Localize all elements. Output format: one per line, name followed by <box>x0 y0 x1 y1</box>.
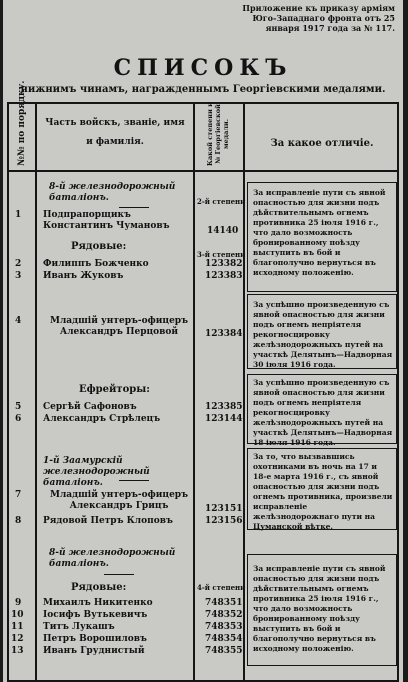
medal-number: 748351 <box>205 598 243 608</box>
row-number: 12 <box>11 634 24 644</box>
header-note: Приложение къ приказу армiям Юго-Западнаго фронта отъ 25 января 1917 года за № 117. <box>242 3 395 33</box>
row-name: Титъ Лукашъ <box>43 622 115 632</box>
row-name: Сергѣй Сафоновъ <box>43 402 137 412</box>
medal-number: 748355 <box>205 646 243 656</box>
row-number: 10 <box>11 610 24 620</box>
row-name: Iосифъ Вутькевичъ <box>43 610 148 620</box>
remark-text: За исправленiе пути съ явной опасностью для жизни подъ дѣйствительнымъ огнемъ противника 25 iюля 1916 г., что дало возможность бронированному поѣзду выступить въ бой и благополучно вернуться въ исходному положенiю. <box>253 188 386 277</box>
divider <box>119 480 149 481</box>
medal-number: 123384 <box>205 329 243 339</box>
row-name: Младшiй унтеръ-офицеръ Александръ Грицъ <box>50 490 188 511</box>
row-number: 1 <box>15 210 22 220</box>
remark-text: За успѣшно произведенную съ явной опасностью для жизни подъ огнемъ непрiятеля рекогносцировку желѣзнодорожныхъ путей на участкѣ Делятынъ—Надворная 18 iюля 1916 года. <box>253 378 393 447</box>
document-page <box>3 0 403 682</box>
row-name: Михаилъ Никитенко <box>43 598 153 608</box>
col-degree-header: Какой степени и № Георгiевской медали. <box>206 102 230 166</box>
row-name: Филиппъ Божченко <box>43 259 149 269</box>
rank-label: Рядовые: <box>71 241 127 252</box>
medal-number: 748352 <box>205 610 243 620</box>
medal-number: 123382 <box>205 259 243 269</box>
degree-label: 4-й степени <box>197 583 246 592</box>
section-title: 8-й железнодорожный баталiонъ. <box>49 182 176 203</box>
row-number: 8 <box>15 516 22 526</box>
row-name: Иванъ Груднистый <box>43 646 145 656</box>
row-number: 6 <box>15 414 22 424</box>
rank-label: Ефрейторы: <box>79 384 150 395</box>
row-number: 13 <box>11 646 24 656</box>
medal-number: 123144 <box>205 414 243 424</box>
row-name: Иванъ Жуковъ <box>43 271 124 281</box>
col-reason-header: За какое отличiе. <box>270 138 374 149</box>
medal-number: 748354 <box>205 634 243 644</box>
degree-label: 2-й степени <box>197 197 246 206</box>
column-divider <box>193 104 195 680</box>
degree-label: 3-й степени <box>197 250 246 259</box>
row-number: 4 <box>15 316 22 326</box>
row-number: 5 <box>15 402 22 412</box>
medal-number: 123151 <box>205 504 243 514</box>
document-title: СПИСОКЪ <box>113 55 293 81</box>
medal-number: 123383 <box>205 271 243 281</box>
header-divider <box>9 170 397 172</box>
column-divider <box>243 104 245 680</box>
row-name: Петръ Ворошиловъ <box>43 634 147 644</box>
col-num-header: №№ по порядку. <box>17 80 27 166</box>
row-name: Александръ Стрѣлецъ <box>43 414 161 424</box>
column-divider <box>35 104 37 680</box>
row-number: 3 <box>15 271 22 281</box>
section-title: 8-й железнодорожный баталiонъ. <box>49 548 176 569</box>
row-number: 9 <box>15 598 22 608</box>
divider <box>104 574 134 575</box>
medal-number: 123385 <box>205 402 243 412</box>
section-title: 1-й Заамурскiй железнодорожный баталiонъ. <box>43 456 150 488</box>
row-number: 7 <box>15 490 22 500</box>
divider <box>119 207 149 208</box>
row-name: Младшiй унтеръ-офицеръ Александръ Перцовой <box>50 316 188 337</box>
document-subtitle: нижнимъ чинамъ, награжденнымъ Георгiевскими медалями. <box>20 84 386 95</box>
medal-number: 123156 <box>205 516 243 526</box>
row-number: 2 <box>15 259 22 269</box>
col-unit-header: Часть войскъ, званiе, имя и фамилiя. <box>45 118 185 147</box>
remark-text: За успѣшно произведенную съ явной опасностью для жизни подъ огнемъ непрiятеля рекогносцировку желѣзнодорожныхъ путей на участкѣ Делятынъ—Надворная 30 iюля 1916 года. <box>253 300 393 369</box>
row-name: Подпрапорщикъ Константинъ Чумановъ <box>43 210 170 231</box>
remark-text: За исправленiе пути съ явной опасностью для жизни подъ дѣйствительнымъ огнемъ противника 25 iюля 1916 г., что дало возможность бронированному поѣзду выступить въ бой и благополучно вернуться въ исходному положенiю. <box>253 564 386 653</box>
remark-text: За то, что вызвавшись охотниками въ ночь на 17 и 18-е марта 1916 г., съ явной опасностью для жизни подъ огнемъ противника, произвели исправленiе желѣзнодорожнаго пути на Цуманской вѣтке. <box>253 452 393 531</box>
rank-label: Рядовые: <box>71 582 127 593</box>
row-name: Рядовой Петръ Клоповъ <box>43 516 173 526</box>
medal-number: 748353 <box>205 622 243 632</box>
row-number: 11 <box>11 622 24 632</box>
medal-number: 14140 <box>207 226 239 236</box>
